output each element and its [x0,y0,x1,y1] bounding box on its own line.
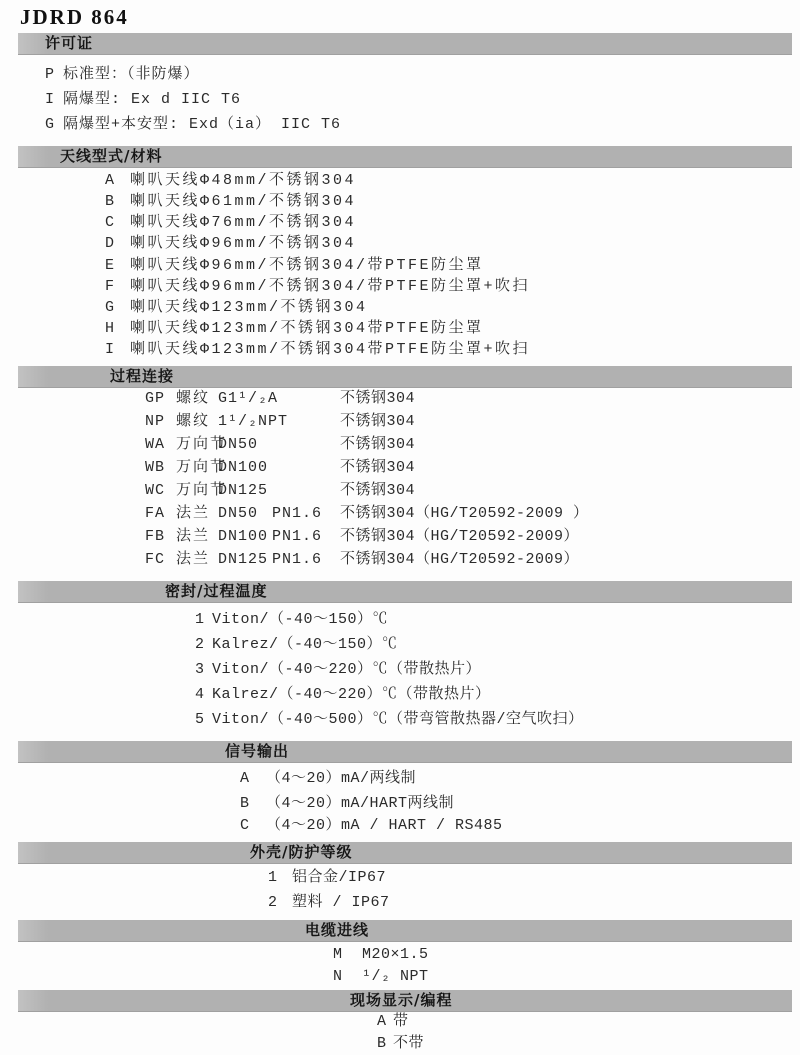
connection-kind: 螺纹 [176,413,211,430]
page-title: JDRD 864 [20,5,129,29]
option-code: A [105,172,116,189]
list-item [0,116,800,136]
option-code: NP [145,413,166,430]
option-code: D [105,235,116,252]
option-text: （4～20）mA/HART两线制 [266,795,455,812]
table-row [0,413,800,433]
list-item [0,611,800,631]
list-item [0,1013,800,1033]
option-text: 喇叭天线Φ48mm/不锈钢304 [130,172,357,189]
list-item [0,770,800,790]
option-code: N [333,968,344,985]
option-code: I [105,341,116,358]
connection-size: G1¹/₂A [218,390,279,407]
section-header-label: 密封/过程温度 [165,582,268,600]
option-text: （4～20）mA/两线制 [266,770,417,787]
list-item [0,661,800,681]
option-code: 1 [195,611,206,628]
list-item [0,817,800,837]
list-item [0,894,800,914]
connection-size: DN125 [218,551,269,568]
option-code: FA [145,505,166,522]
material: 不锈钢304（HG/T20592-2009 ） [340,505,589,522]
section-header-label: 许可证 [45,34,94,52]
table-row [0,505,800,525]
section-header-display-programming [18,990,792,1012]
connection-kind: 万向节 [176,482,228,499]
section-header-license [18,33,792,55]
option-code: WA [145,436,166,453]
material: 不锈钢304 [340,390,416,407]
option-code: I [45,91,56,108]
option-code: WC [145,482,166,499]
option-code: GP [145,390,166,407]
section-header-signal-output [18,741,792,763]
connection-kind: 法兰 [176,528,211,545]
option-text: M20×1.5 [362,946,429,963]
table-row [0,551,800,571]
connection-kind: 万向节 [176,459,228,476]
list-item [0,686,800,706]
material: 不锈钢304 [340,459,416,476]
table-row [0,390,800,410]
section-header-label: 天线型式/材料 [60,147,163,165]
list-item [0,869,800,889]
material: 不锈钢304 [340,436,416,453]
list-item [0,1035,800,1055]
option-text: 隔爆型: Ex d IIC T6 [63,91,242,108]
option-text: 喇叭天线Φ123mm/不锈钢304带PTFE防尘罩+吹扫 [130,341,531,358]
option-code: FC [145,551,166,568]
table-row [0,528,800,548]
pressure-rating: PN1.6 [272,528,323,545]
list-item [0,320,800,340]
list-item [0,341,800,361]
connection-kind: 万向节 [176,436,228,453]
section-header-label: 外壳/防护等级 [250,843,353,861]
list-item [0,214,800,234]
list-item [0,91,800,111]
option-text: Kalrez/（-40～220）℃（带散热片） [212,686,491,703]
option-text: Kalrez/（-40～150）℃ [212,636,398,653]
list-item [0,193,800,213]
option-code: C [240,817,251,834]
option-code: 2 [195,636,206,653]
connection-size: DN50 [218,505,259,522]
list-item [0,257,800,277]
list-item [0,711,800,731]
option-code: FB [145,528,166,545]
pressure-rating: PN1.6 [272,551,323,568]
connection-kind: 螺纹 [176,390,211,407]
pressure-rating: PN1.6 [272,505,323,522]
option-code: H [105,320,116,337]
section-header-process-connection [18,366,792,388]
option-code: C [105,214,116,231]
list-item [0,968,800,988]
option-text: Viton/（-40～500）℃（带弯管散热器/空气吹扫） [212,711,584,728]
list-item [0,235,800,255]
list-item [0,636,800,656]
section-header-housing-protection [18,842,792,864]
option-text: （4～20）mA / HART / RS485 [266,817,503,834]
option-text: 喇叭天线Φ123mm/不锈钢304 [130,299,368,316]
option-text: 隔爆型+本安型: Exd（ia） IIC T6 [63,116,342,133]
option-text: 喇叭天线Φ123mm/不锈钢304带PTFE防尘罩 [130,320,484,337]
section-header-cable-entry [18,920,792,942]
option-code: 3 [195,661,206,678]
option-text: 塑料 / IP67 [292,894,390,911]
section-header-seal-temperature [18,581,792,603]
list-item [0,278,800,298]
table-row [0,482,800,502]
option-text: 带 [393,1013,409,1030]
connection-kind: 法兰 [176,505,211,522]
section-header-antenna [18,146,792,168]
option-text: 喇叭天线Φ76mm/不锈钢304 [130,214,357,231]
option-text: 不带 [393,1035,425,1052]
option-text: 喇叭天线Φ96mm/不锈钢304 [130,235,357,252]
option-text: 喇叭天线Φ96mm/不锈钢304/带PTFE防尘罩+吹扫 [130,278,531,295]
option-code: M [333,946,344,963]
option-code: 4 [195,686,206,703]
connection-size: DN100 [218,459,269,476]
option-code: B [240,795,251,812]
option-code: WB [145,459,166,476]
section-header-label: 现场显示/编程 [350,991,453,1009]
option-code: B [105,193,116,210]
material: 不锈钢304 [340,482,416,499]
option-text: Viton/（-40～220）℃（带散热片） [212,661,482,678]
connection-kind: 法兰 [176,551,211,568]
option-text: ¹/₂ NPT [362,968,429,985]
list-item [0,172,800,192]
option-code: A [240,770,251,787]
table-row [0,459,800,479]
option-code: G [45,116,56,133]
option-code: G [105,299,116,316]
list-item [0,795,800,815]
option-code: 5 [195,711,206,728]
material: 不锈钢304（HG/T20592-2009） [340,551,580,568]
option-code: B [377,1035,388,1052]
option-text: Viton/（-40～150）℃ [212,611,389,628]
section-header-label: 电缆进线 [305,921,370,939]
option-text: 铝合金/IP67 [292,869,387,886]
option-text: 标准型：（非防爆） [63,66,200,83]
connection-size: DN100 [218,528,269,545]
list-item [0,946,800,966]
list-item [0,66,800,86]
connection-size: DN50 [218,436,259,453]
option-code: 2 [268,894,279,911]
section-header-label: 过程连接 [110,367,175,385]
material: 不锈钢304 [340,413,416,430]
option-text: 喇叭天线Φ96mm/不锈钢304/带PTFE防尘罩 [130,257,484,274]
option-code: F [105,278,116,295]
option-code: 1 [268,869,279,886]
option-code: E [105,257,116,274]
option-code: P [45,66,56,83]
material: 不锈钢304（HG/T20592-2009） [340,528,580,545]
connection-size: DN125 [218,482,269,499]
table-row [0,436,800,456]
connection-size: 1¹/₂NPT [218,413,289,430]
option-text: 喇叭天线Φ61mm/不锈钢304 [130,193,357,210]
list-item [0,299,800,319]
option-code: A [377,1013,388,1030]
section-header-label: 信号输出 [225,742,290,760]
